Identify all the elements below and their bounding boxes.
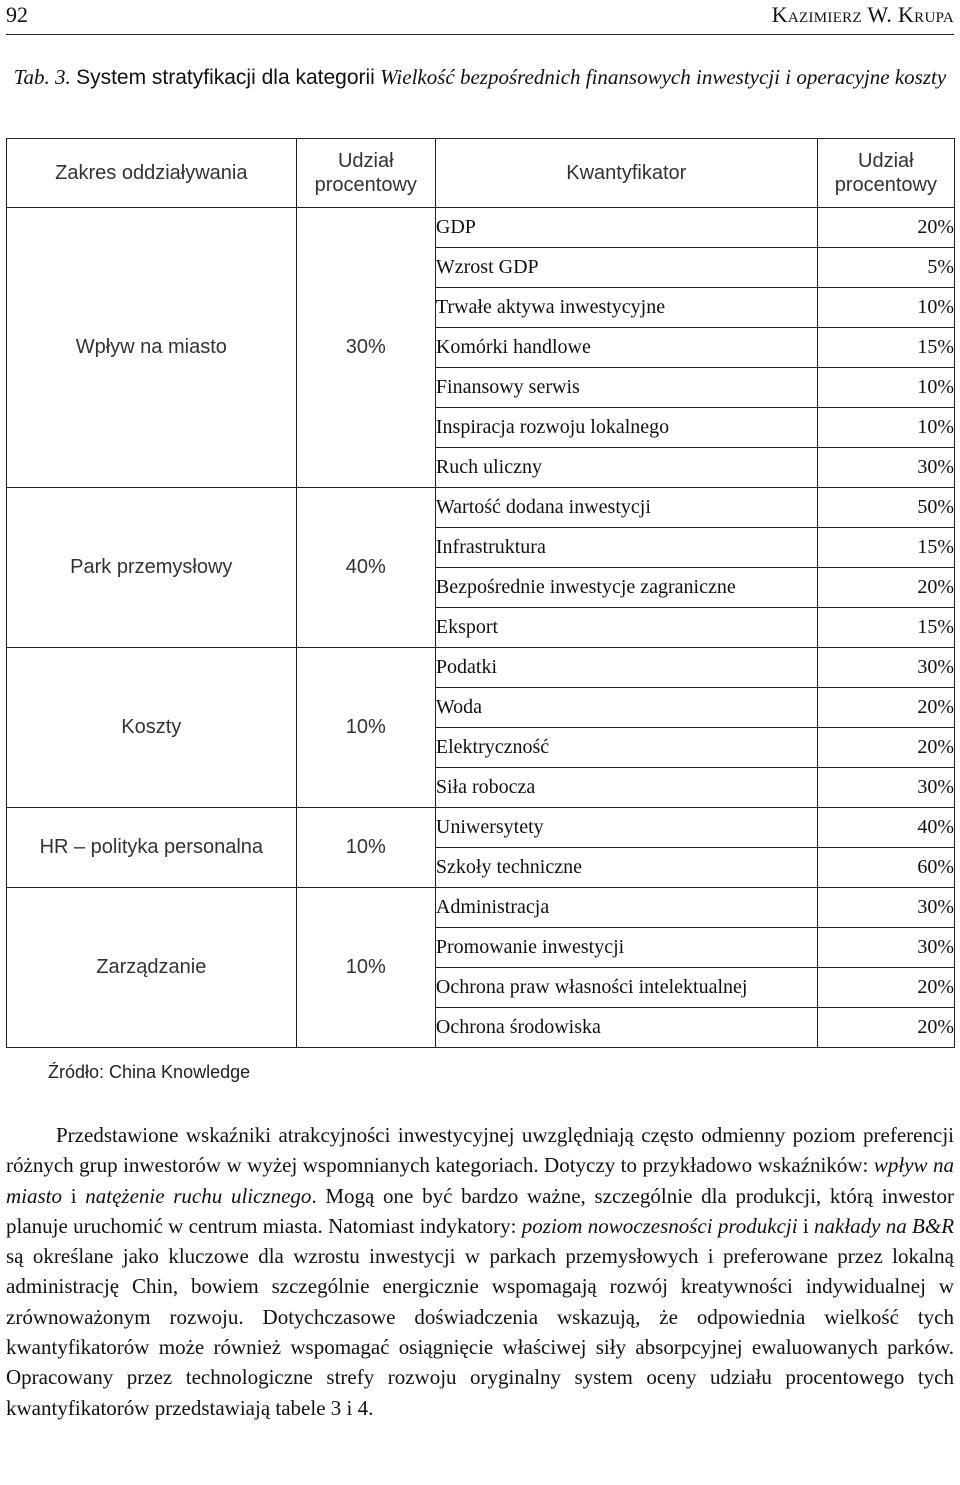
- quantifier-share-cell: 30%: [817, 768, 954, 808]
- scope-cell: Park przemysłowy: [7, 488, 297, 648]
- stratification-table: [6, 138, 955, 1048]
- text-segment: Przedstawione wskaźniki atrakcyjności inwestycyjnej uwzględniają często odmienny poziom preferencji różnych grup inwestorów w wyżej wspomnianych kategoriach. Dotyczy to przykładowo wskaźników:: [6, 1123, 954, 1178]
- quantifier-cell: Trwałe aktywa inwestycyjne: [435, 288, 817, 328]
- quantifier-cell: Promowanie inwestycji: [435, 928, 817, 968]
- quantifier-share-cell: 40%: [817, 808, 954, 848]
- quantifier-cell: Siła robocza: [435, 768, 817, 808]
- scope-cell: Koszty: [7, 648, 297, 808]
- quantifier-share-cell: 20%: [817, 568, 954, 608]
- quantifier-share-cell: 20%: [817, 1008, 954, 1048]
- table-header-row: [7, 139, 955, 208]
- header-scope: Zakres oddziaływania: [7, 139, 297, 208]
- quantifier-share-cell: 60%: [817, 848, 954, 888]
- quantifier-share-cell: 15%: [817, 328, 954, 368]
- running-head-author: Kazimierz W. Krupa: [771, 2, 954, 27]
- table-caption: [0, 62, 960, 93]
- quantifier-cell: Szkoły techniczne: [435, 848, 817, 888]
- quantifier-share-cell: 20%: [817, 688, 954, 728]
- quantifier-share-cell: 15%: [817, 608, 954, 648]
- quantifier-cell: Podatki: [435, 648, 817, 688]
- quantifier-share-cell: 10%: [817, 288, 954, 328]
- quantifier-share-cell: 10%: [817, 368, 954, 408]
- text-segment: . Mogą one być bardzo ważne, szczególnie dla produkcji, którą inwestor planuje uruchomić w centrum miasta. Natomiast indykatory:: [6, 1183, 955, 1238]
- scope-cell: Wpływ na miasto: [7, 208, 297, 488]
- quantifier-share-cell: 30%: [817, 448, 954, 488]
- scope-share-cell: 30%: [296, 208, 435, 488]
- table-row: [7, 488, 955, 528]
- italic-term: wpływ na miasto: [6, 1153, 954, 1208]
- page-header: [6, 0, 954, 35]
- quantifier-cell: Infrastruktura: [435, 528, 817, 568]
- table-body: [7, 208, 955, 1048]
- quantifier-share-cell: 30%: [817, 928, 954, 968]
- quantifier-cell: Elektryczność: [435, 728, 817, 768]
- quantifier-cell: Eksport: [435, 608, 817, 648]
- quantifier-share-cell: 30%: [817, 888, 954, 928]
- table-caption-text: System stratyfikacji dla kategorii: [76, 66, 375, 89]
- header-quantifier: Kwantyfikator: [435, 139, 817, 208]
- page-number: 92: [6, 2, 28, 27]
- quantifier-share-cell: 20%: [817, 968, 954, 1008]
- quantifier-cell: Inspiracja rozwoju lokalnego: [435, 408, 817, 448]
- quantifier-cell: Finansowy serwis: [435, 368, 817, 408]
- table-row: [7, 888, 955, 928]
- table-row: [7, 208, 955, 248]
- quantifier-cell: GDP: [435, 208, 817, 248]
- scope-cell: HR – polityka personalna: [7, 808, 297, 888]
- quantifier-cell: Ochrona środowiska: [435, 1008, 817, 1048]
- scope-share-cell: 40%: [296, 488, 435, 648]
- header-share-1: Udział procentowy: [296, 139, 435, 208]
- quantifier-share-cell: 15%: [817, 528, 954, 568]
- quantifier-cell: Woda: [435, 688, 817, 728]
- table-row: [7, 648, 955, 688]
- quantifier-cell: Wzrost GDP: [435, 248, 817, 288]
- text-segment: i: [802, 1213, 809, 1238]
- paragraph: [6, 1120, 954, 1423]
- quantifier-share-cell: 10%: [817, 408, 954, 448]
- scope-share-cell: 10%: [296, 648, 435, 808]
- table-caption-italic: Wielkość bezpośrednich finansowych inwestycji i operacyjne koszty: [380, 65, 947, 89]
- quantifier-cell: Bezpośrednie inwestycje zagraniczne: [435, 568, 817, 608]
- table-row: [7, 808, 955, 848]
- quantifier-cell: Ruch uliczny: [435, 448, 817, 488]
- body-paragraph: [6, 1120, 954, 1423]
- italic-term: nakłady na B&R: [814, 1213, 955, 1238]
- text-segment: są określane jako kluczowe dla wzrostu inwestycji w parkach przemysłowych i preferowane przez lokalną administrację Chin, bowiem szczególnie energicznie wspomagają rozwój kreatywności indywidualnej w zrównoważonym rozwoju. Dotychczasowe doświadczenia wskazują, że odpowiednia wielkość tych kwantyfikatorów może również wspomagać osiągnięcie właściwej siły absorpcyjnej ewaluowanych parków. Opracowany przez technologiczne strefy rozwoju oryginalny system oceny udziału procentowego tych kwantyfikatorów przedstawiają tabele 3 i 4.: [6, 1244, 954, 1420]
- text-segment: i: [70, 1183, 77, 1208]
- quantifier-cell: Komórki handlowe: [435, 328, 817, 368]
- quantifier-share-cell: 5%: [817, 248, 954, 288]
- italic-term: natężenie ruchu ulicznego: [85, 1183, 312, 1208]
- header-share-2: Udział procentowy: [817, 139, 954, 208]
- quantifier-share-cell: 20%: [817, 728, 954, 768]
- quantifier-share-cell: 20%: [817, 208, 954, 248]
- quantifier-share-cell: 50%: [817, 488, 954, 528]
- scope-share-cell: 10%: [296, 808, 435, 888]
- italic-term: poziom nowoczesności produkcji: [521, 1213, 798, 1238]
- quantifier-share-cell: 30%: [817, 648, 954, 688]
- table-caption-label: Tab. 3.: [13, 65, 71, 89]
- quantifier-cell: Administracja: [435, 888, 817, 928]
- source-note: Źródło: China Knowledge: [48, 1062, 251, 1082]
- scope-share-cell: 10%: [296, 888, 435, 1048]
- quantifier-cell: Ochrona praw własności intelektualnej: [435, 968, 817, 1008]
- scope-cell: Zarządzanie: [7, 888, 297, 1048]
- quantifier-cell: Wartość dodana inwestycji: [435, 488, 817, 528]
- quantifier-cell: Uniwersytety: [435, 808, 817, 848]
